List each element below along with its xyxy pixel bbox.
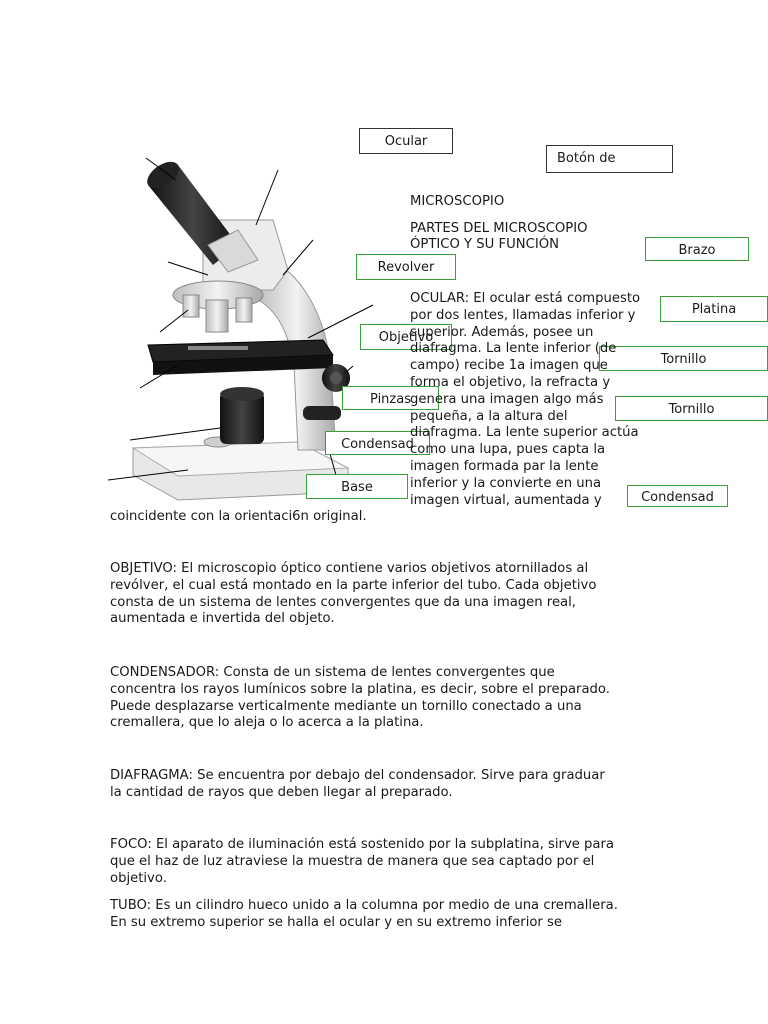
ocular-paragraph: OCULAR: El ocular está compuesto por dos lentes, llamadas inferior y superior. Además, posee un diafragma. La lente inferior (de campo) recibe 1a imagen que forma el objetivo, la refracta y genera una imagen algo más pequeña, a la altura del diafragma. La lente superior actúa como una lupa, pues capta la imagen formada par la lente inferior y la convierte en una imagen virtual, aumentada y [410,291,641,508]
label-tornillo-2: Tornillo [615,396,768,421]
label-ocular: Ocular [359,128,453,154]
foco-paragraph: FOCO: El aparato de iluminación está sostenido por la subplatina, sirve para que el haz de luz atraviese la muestra de manera que sea captado por el objetivo. [110,837,615,886]
subtitle-line-2: ÓPTICO Y SU FUNCIÓN [410,237,559,252]
label-condensad-1: Condensad [325,431,430,455]
ocular-paragraph-end: coincidente con la orientaci6n original. [110,509,367,524]
label-tornillo-1: Tornillo [599,346,768,371]
label-brazo: Brazo [645,237,749,261]
label-base: Base [306,474,408,499]
page-title: MICROSCOPIO [410,194,505,209]
label-pinzas: Pinzas [342,386,439,410]
label-condensad-2: Condensad [627,485,728,507]
label-platina: Platina [660,296,768,322]
label-objetivo: Objetivo [360,324,452,350]
label-boton: Botón de [546,145,673,173]
objetivo-paragraph: OBJETIVO: El microscopio óptico contiene varios objetivos atornillados al revólver, el cual está montado en la parte inferior del tubo. Cada objetivo consta de un sistema de lentes convergentes que da una imagen real, aumentada e invertida del objeto. [110,561,597,627]
label-revolver: Revolver [356,254,456,280]
diafragma-paragraph: DIAFRAGMA: Se encuentra por debajo del condensador. Sirve para graduar la cantidad de rayos que deben llegar al preparado. [110,768,605,800]
condensador-paragraph: CONDENSADOR: Consta de un sistema de lentes convergentes que concentra los rayos lumínicos sobre la platina, es decir, sobre el preparado. Puede desplazarse verticalmente mediante un tornillo conectado a una cremallera, que lo aleja o lo acerca a la platina. [110,665,610,731]
subtitle-line-1: PARTES DEL MICROSCOPIO [410,221,588,236]
tubo-paragraph: TUBO: Es un cilindro hueco unido a la columna por medio de una cremallera. En su extremo superior se halla el ocular y en su extremo inferior se [110,898,618,930]
